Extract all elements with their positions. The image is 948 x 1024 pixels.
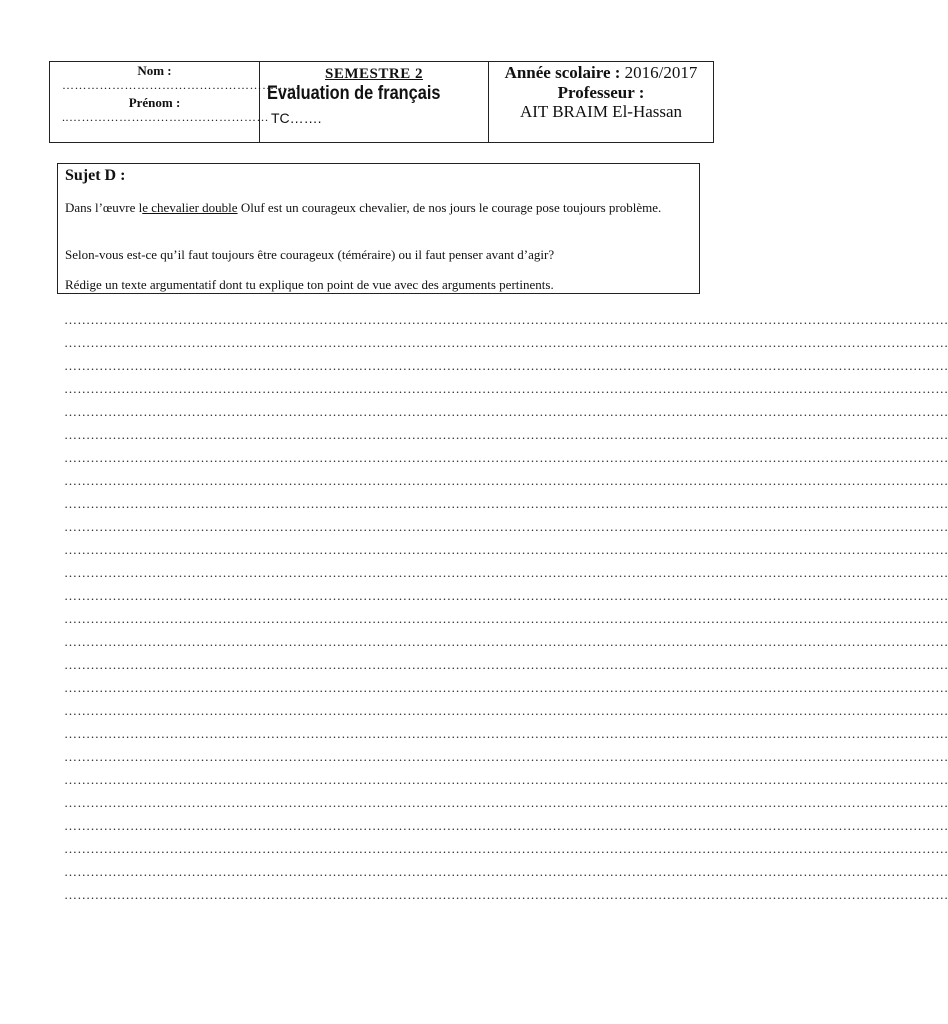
answer-line[interactable]: ………………………………………………………………………………………………………………………………………………………………………………… bbox=[64, 473, 948, 488]
subject-box bbox=[57, 163, 700, 294]
answer-line[interactable]: ………………………………………………………………………………………………………………………………………………………………………………… bbox=[64, 841, 948, 856]
class-field: TC……. bbox=[271, 110, 322, 126]
answer-line[interactable]: ………………………………………………………………………………………………………………………………………………………………………………… bbox=[64, 657, 948, 672]
book-title: e chevalier double bbox=[142, 200, 238, 215]
answer-line[interactable]: ………………………………………………………………………………………………………………………………………………………………………………… bbox=[64, 381, 948, 396]
school-year bbox=[489, 63, 713, 83]
semestre-title: SEMESTRE 2 bbox=[325, 66, 423, 82]
professor-label: Professeur : bbox=[557, 83, 645, 102]
answer-line[interactable]: ………………………………………………………………………………………………………………………………………………………………………………… bbox=[64, 818, 948, 833]
prenom-field[interactable]: ..………………………………………… bbox=[62, 110, 269, 124]
school-year-label: Année scolaire : bbox=[504, 63, 621, 82]
school-year-value: 2016/2017 bbox=[624, 63, 698, 82]
subject-p1-end: Oluf est un courageux chevalier, de nos jours le courage pose toujours problème. bbox=[237, 200, 662, 215]
answer-line[interactable]: ………………………………………………………………………………………………………………………………………………………………………………… bbox=[64, 496, 948, 511]
evaluation-title: Evaluation de français bbox=[267, 83, 441, 104]
school-info-cell bbox=[489, 62, 713, 142]
answer-line[interactable]: ………………………………………………………………………………………………………………………………………………………………………………… bbox=[64, 404, 948, 419]
answer-line[interactable]: ………………………………………………………………………………………………………………………………………………………………………………… bbox=[64, 680, 948, 695]
subject-title: Sujet D : bbox=[65, 167, 126, 184]
answer-line[interactable]: ………………………………………………………………………………………………………………………………………………………………………………… bbox=[64, 772, 948, 787]
exam-title-cell bbox=[260, 62, 489, 142]
answer-line[interactable]: ………………………………………………………………………………………………………………………………………………………………………………… bbox=[64, 703, 948, 718]
answer-line[interactable]: ………………………………………………………………………………………………………………………………………………………………………………… bbox=[64, 358, 948, 373]
answer-line[interactable]: ………………………………………………………………………………………………………………………………………………………………………………… bbox=[64, 450, 948, 465]
answer-line[interactable]: ………………………………………………………………………………………………………………………………………………………………………………… bbox=[64, 335, 948, 350]
answer-line[interactable]: ………………………………………………………………………………………………………………………………………………………………………………… bbox=[64, 588, 948, 603]
subject-instruction: Rédige un texte argumentatif dont tu explique ton point de vue avec des arguments pertinents. bbox=[65, 277, 554, 292]
answer-line[interactable]: ………………………………………………………………………………………………………………………………………………………………………………… bbox=[64, 795, 948, 810]
answer-line[interactable]: ………………………………………………………………………………………………………………………………………………………………………………… bbox=[64, 887, 948, 902]
professor-name: AIT BRAIM El-Hassan bbox=[519, 102, 683, 121]
nom-label: Nom : bbox=[137, 63, 172, 78]
prenom-label: Prénom : bbox=[128, 95, 181, 110]
answer-line[interactable]: ………………………………………………………………………………………………………………………………………………………………………………… bbox=[64, 749, 948, 764]
answer-line[interactable]: ………………………………………………………………………………………………………………………………………………………………………………… bbox=[64, 427, 948, 442]
subject-paragraph-1 bbox=[65, 199, 689, 217]
exam-header bbox=[49, 61, 714, 143]
answer-line[interactable]: ………………………………………………………………………………………………………………………………………………………………………………… bbox=[64, 519, 948, 534]
answer-line[interactable]: ………………………………………………………………………………………………………………………………………………………………………………… bbox=[64, 634, 948, 649]
answer-line[interactable]: ………………………………………………………………………………………………………………………………………………………………………………… bbox=[64, 312, 948, 327]
answer-line[interactable]: ………………………………………………………………………………………………………………………………………………………………………………… bbox=[64, 611, 948, 626]
answer-line[interactable]: ………………………………………………………………………………………………………………………………………………………………………………… bbox=[64, 864, 948, 879]
subject-question: Selon-vous est-ce qu’il faut toujours être courageux (téméraire) ou il faut penser avant d’agir? bbox=[65, 247, 555, 262]
subject-p1-start: Dans l’œuvre l bbox=[65, 200, 143, 215]
nom-field[interactable]: ………………………………………………… bbox=[62, 78, 300, 92]
answer-line[interactable]: ………………………………………………………………………………………………………………………………………………………………………………… bbox=[64, 726, 948, 741]
answer-line[interactable]: ………………………………………………………………………………………………………………………………………………………………………………… bbox=[64, 565, 948, 580]
answer-line[interactable]: ………………………………………………………………………………………………………………………………………………………………………………… bbox=[64, 542, 948, 557]
answer-lines bbox=[64, 308, 948, 906]
